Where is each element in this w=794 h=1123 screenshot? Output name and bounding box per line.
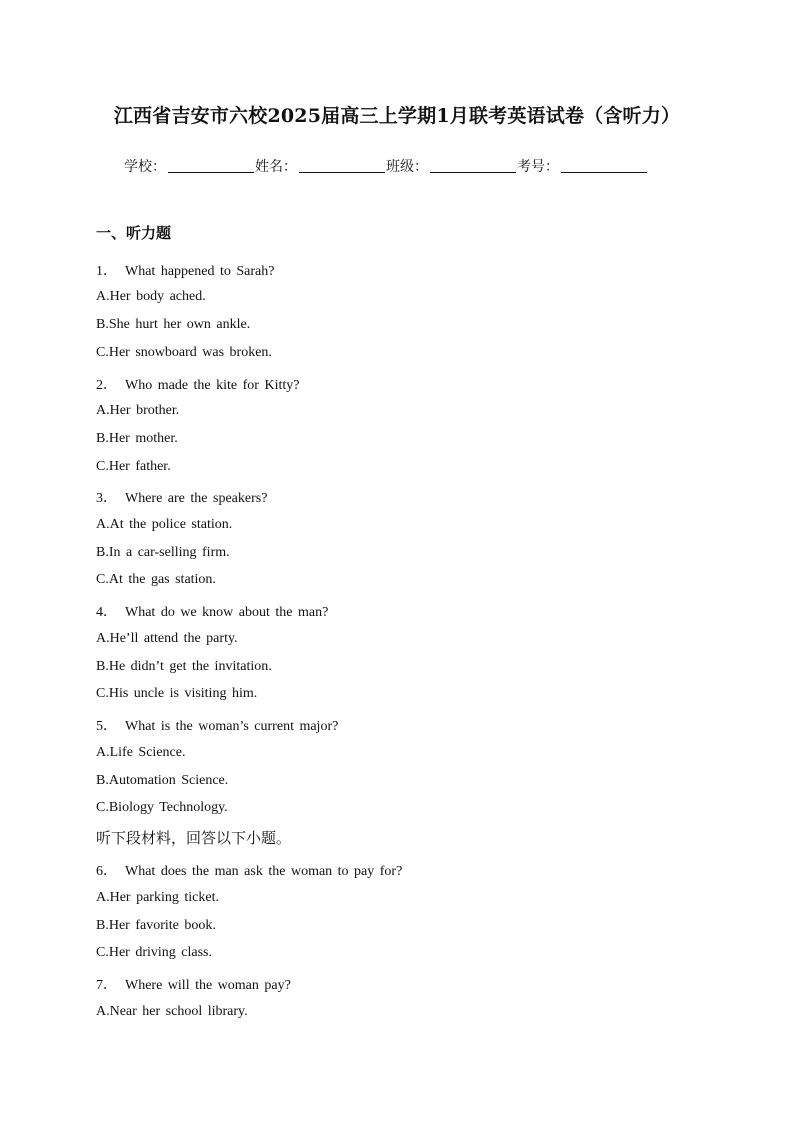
school-blank-line: [168, 171, 254, 173]
question-number: 4．: [96, 605, 117, 620]
info-field-name: [255, 156, 386, 176]
question-number: 3．: [96, 491, 117, 506]
answer-option: B.Her favorite book.: [96, 918, 216, 933]
info-field-exam-number: [517, 156, 648, 176]
question-number: 7．: [96, 978, 117, 993]
question-text: Where are the speakers?: [125, 491, 268, 506]
answer-option: C.Her snowboard was broken.: [96, 345, 272, 360]
question-text: What do we know about the man?: [125, 605, 329, 620]
question-stem: [96, 374, 299, 394]
question-text: Where will the woman pay?: [125, 978, 291, 993]
question-stem: [96, 487, 267, 507]
info-field-class: [386, 156, 517, 176]
question-stem: [96, 260, 274, 280]
question-stem: [96, 715, 338, 735]
answer-option: B.Her mother.: [96, 431, 178, 446]
answer-option: C.Biology Technology.: [96, 800, 228, 815]
question-stem: [96, 974, 291, 994]
answer-option: A.Her body ached.: [96, 289, 206, 304]
answer-option: B.In a car-selling firm.: [96, 545, 230, 560]
question-text: What does the man ask the woman to pay for?: [125, 864, 403, 879]
exam-number-blank-line: [561, 171, 647, 173]
answer-option: C.His uncle is visiting him.: [96, 686, 258, 701]
listening-instruction: 听下段材料，回答以下小题。: [96, 829, 292, 847]
answer-option: A.He’ll attend the party.: [96, 631, 238, 646]
answer-option: C.Her father.: [96, 459, 171, 474]
answer-option: C.At the gas station.: [96, 572, 216, 587]
answer-option: A.Her brother.: [96, 403, 180, 418]
answer-option: B.He didn’t get the invitation.: [96, 659, 272, 674]
class-blank-line: [430, 171, 516, 173]
question-text: What happened to Sarah?: [125, 264, 275, 279]
question-number: 5．: [96, 719, 117, 734]
answer-option: B.She hurt her own ankle.: [96, 317, 251, 332]
info-field-school: [124, 156, 255, 176]
answer-option: A.At the police station.: [96, 517, 233, 532]
info-label: 考号：: [517, 159, 559, 175]
question-text: What is the woman’s current major?: [125, 719, 339, 734]
question-stem: [96, 601, 328, 621]
answer-option: C.Her driving class.: [96, 945, 212, 960]
name-blank-line: [299, 171, 385, 173]
question-text: Who made the kite for Kitty?: [125, 378, 300, 393]
answer-option: A.Her parking ticket.: [96, 890, 219, 905]
page-title: 江西省吉安市六校2025届高三上学期1月联考英语试卷（含听力）: [113, 105, 681, 127]
question-number: 1．: [96, 264, 117, 279]
info-label: 姓名：: [255, 159, 297, 175]
question-number: 6．: [96, 864, 117, 879]
info-label: 班级：: [386, 159, 428, 175]
answer-option: A.Near her school library.: [96, 1004, 248, 1019]
question-stem: [96, 860, 402, 880]
info-label: 学校：: [124, 159, 166, 175]
answer-option: B.Automation Science.: [96, 773, 229, 788]
answer-option: A.Life Science.: [96, 745, 186, 760]
section-heading: 一、听力题: [96, 224, 172, 242]
question-number: 2．: [96, 378, 117, 393]
student-info-row: [124, 152, 684, 176]
